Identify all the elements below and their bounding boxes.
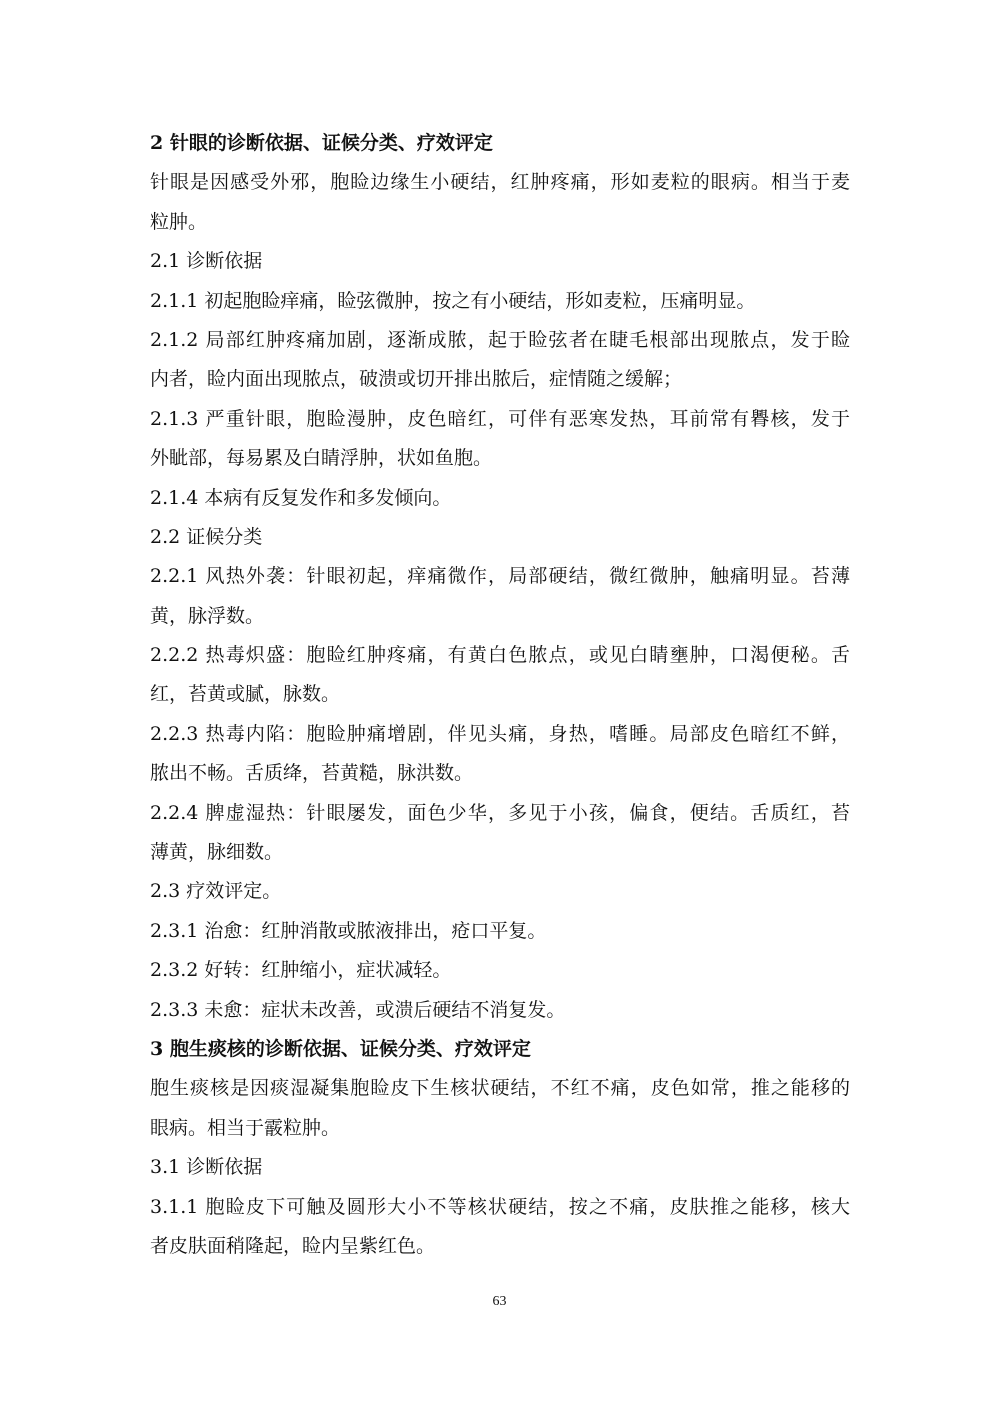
subsection-heading-2-2: 2.2 证候分类 (150, 525, 263, 548)
subsection-heading-2-3: 2.3 疗效评定。 (150, 880, 282, 903)
paragraph-line: 内者，睑内面出现脓点，破溃或切开排出脓后，症情随之缓解； (150, 368, 683, 391)
paragraph-line: 2.2.1 风热外袭：针眼初起，痒痛微作，局部硬结，微红微肿，触痛明显。苔薄 (150, 565, 850, 588)
paragraph-line: 眼病。相当于霰粒肿。 (150, 1116, 341, 1139)
document-body (150, 124, 850, 1266)
paragraph-line: 者皮肤面稍隆起，睑内呈紫红色。 (150, 1234, 436, 1257)
paragraph-line: 2.2.4 脾虚湿热：针眼屡发，面色少华，多见于小孩，偏食，便结。舌质红，苔 (150, 801, 850, 824)
paragraph-line: 粒肿。 (150, 210, 208, 233)
paragraph-line: 2.1.4 本病有反复发作和多发倾向。 (150, 486, 452, 509)
subsection-heading-3-1: 3.1 诊断依据 (150, 1156, 263, 1179)
paragraph-line: 胞生痰核是因痰湿凝集胞睑皮下生核状硬结，不红不痛，皮色如常，推之能移的 (150, 1077, 850, 1100)
paragraph-line: 脓出不畅。舌质绛，苔黄糙，脉洪数。 (150, 762, 474, 785)
section-heading-3: 3 胞生痰核的诊断依据、证候分类、疗效评定 (150, 1037, 531, 1060)
paragraph-line: 2.1.2 局部红肿疼痛加剧，逐渐成脓，起于睑弦者在睫毛根部出现脓点，发于睑 (150, 328, 850, 351)
paragraph-line: 外眦部，每易累及白睛浮肿，状如鱼胞。 (150, 447, 493, 470)
paragraph-line: 红，苔黄或腻，脉数。 (150, 683, 341, 706)
page-number: 63 (492, 1294, 507, 1309)
section-heading-2: 2 针眼的诊断依据、证候分类、疗效评定 (150, 132, 493, 154)
paragraph-line: 2.3.3 未愈：症状未改善，或溃后硬结不消复发。 (150, 998, 566, 1021)
paragraph-line: 薄黄，脉细数。 (150, 841, 284, 864)
paragraph-line: 2.1.3 严重针眼，胞睑漫肿，皮色暗红，可伴有恶寒发热，耳前常有臖核，发于 (150, 407, 850, 430)
paragraph-line: 针眼是因感受外邪，胞睑边缘生小硬结，红肿疼痛，形如麦粒的眼病。相当于麦 (150, 171, 850, 194)
subsection-heading-2-1: 2.1 诊断依据 (150, 250, 263, 273)
paragraph-line: 2.1.1 初起胞睑痒痛，睑弦微肿，按之有小硬结，形如麦粒，压痛明显。 (150, 289, 756, 312)
paragraph-line: 2.2.2 热毒炽盛：胞睑红肿疼痛，有黄白色脓点，或见白睛壅肿，口渴便秘。舌 (150, 644, 850, 667)
paragraph-line: 2.3.1 治愈：红肿消散或脓液排出，疮口平复。 (150, 919, 547, 942)
paragraph-line: 黄，脉浮数。 (150, 604, 265, 627)
paragraph-line: 2.2.3 热毒内陷：胞睑肿痛增剧，伴见头痛，身热，嗜睡。局部皮色暗红不鲜， (150, 722, 850, 745)
paragraph-line: 2.3.2 好转：红肿缩小，症状减轻。 (150, 959, 452, 982)
paragraph-line: 3.1.1 胞睑皮下可触及圆形大小不等核状硬结，按之不痛，皮肤推之能移，核大 (150, 1195, 850, 1218)
